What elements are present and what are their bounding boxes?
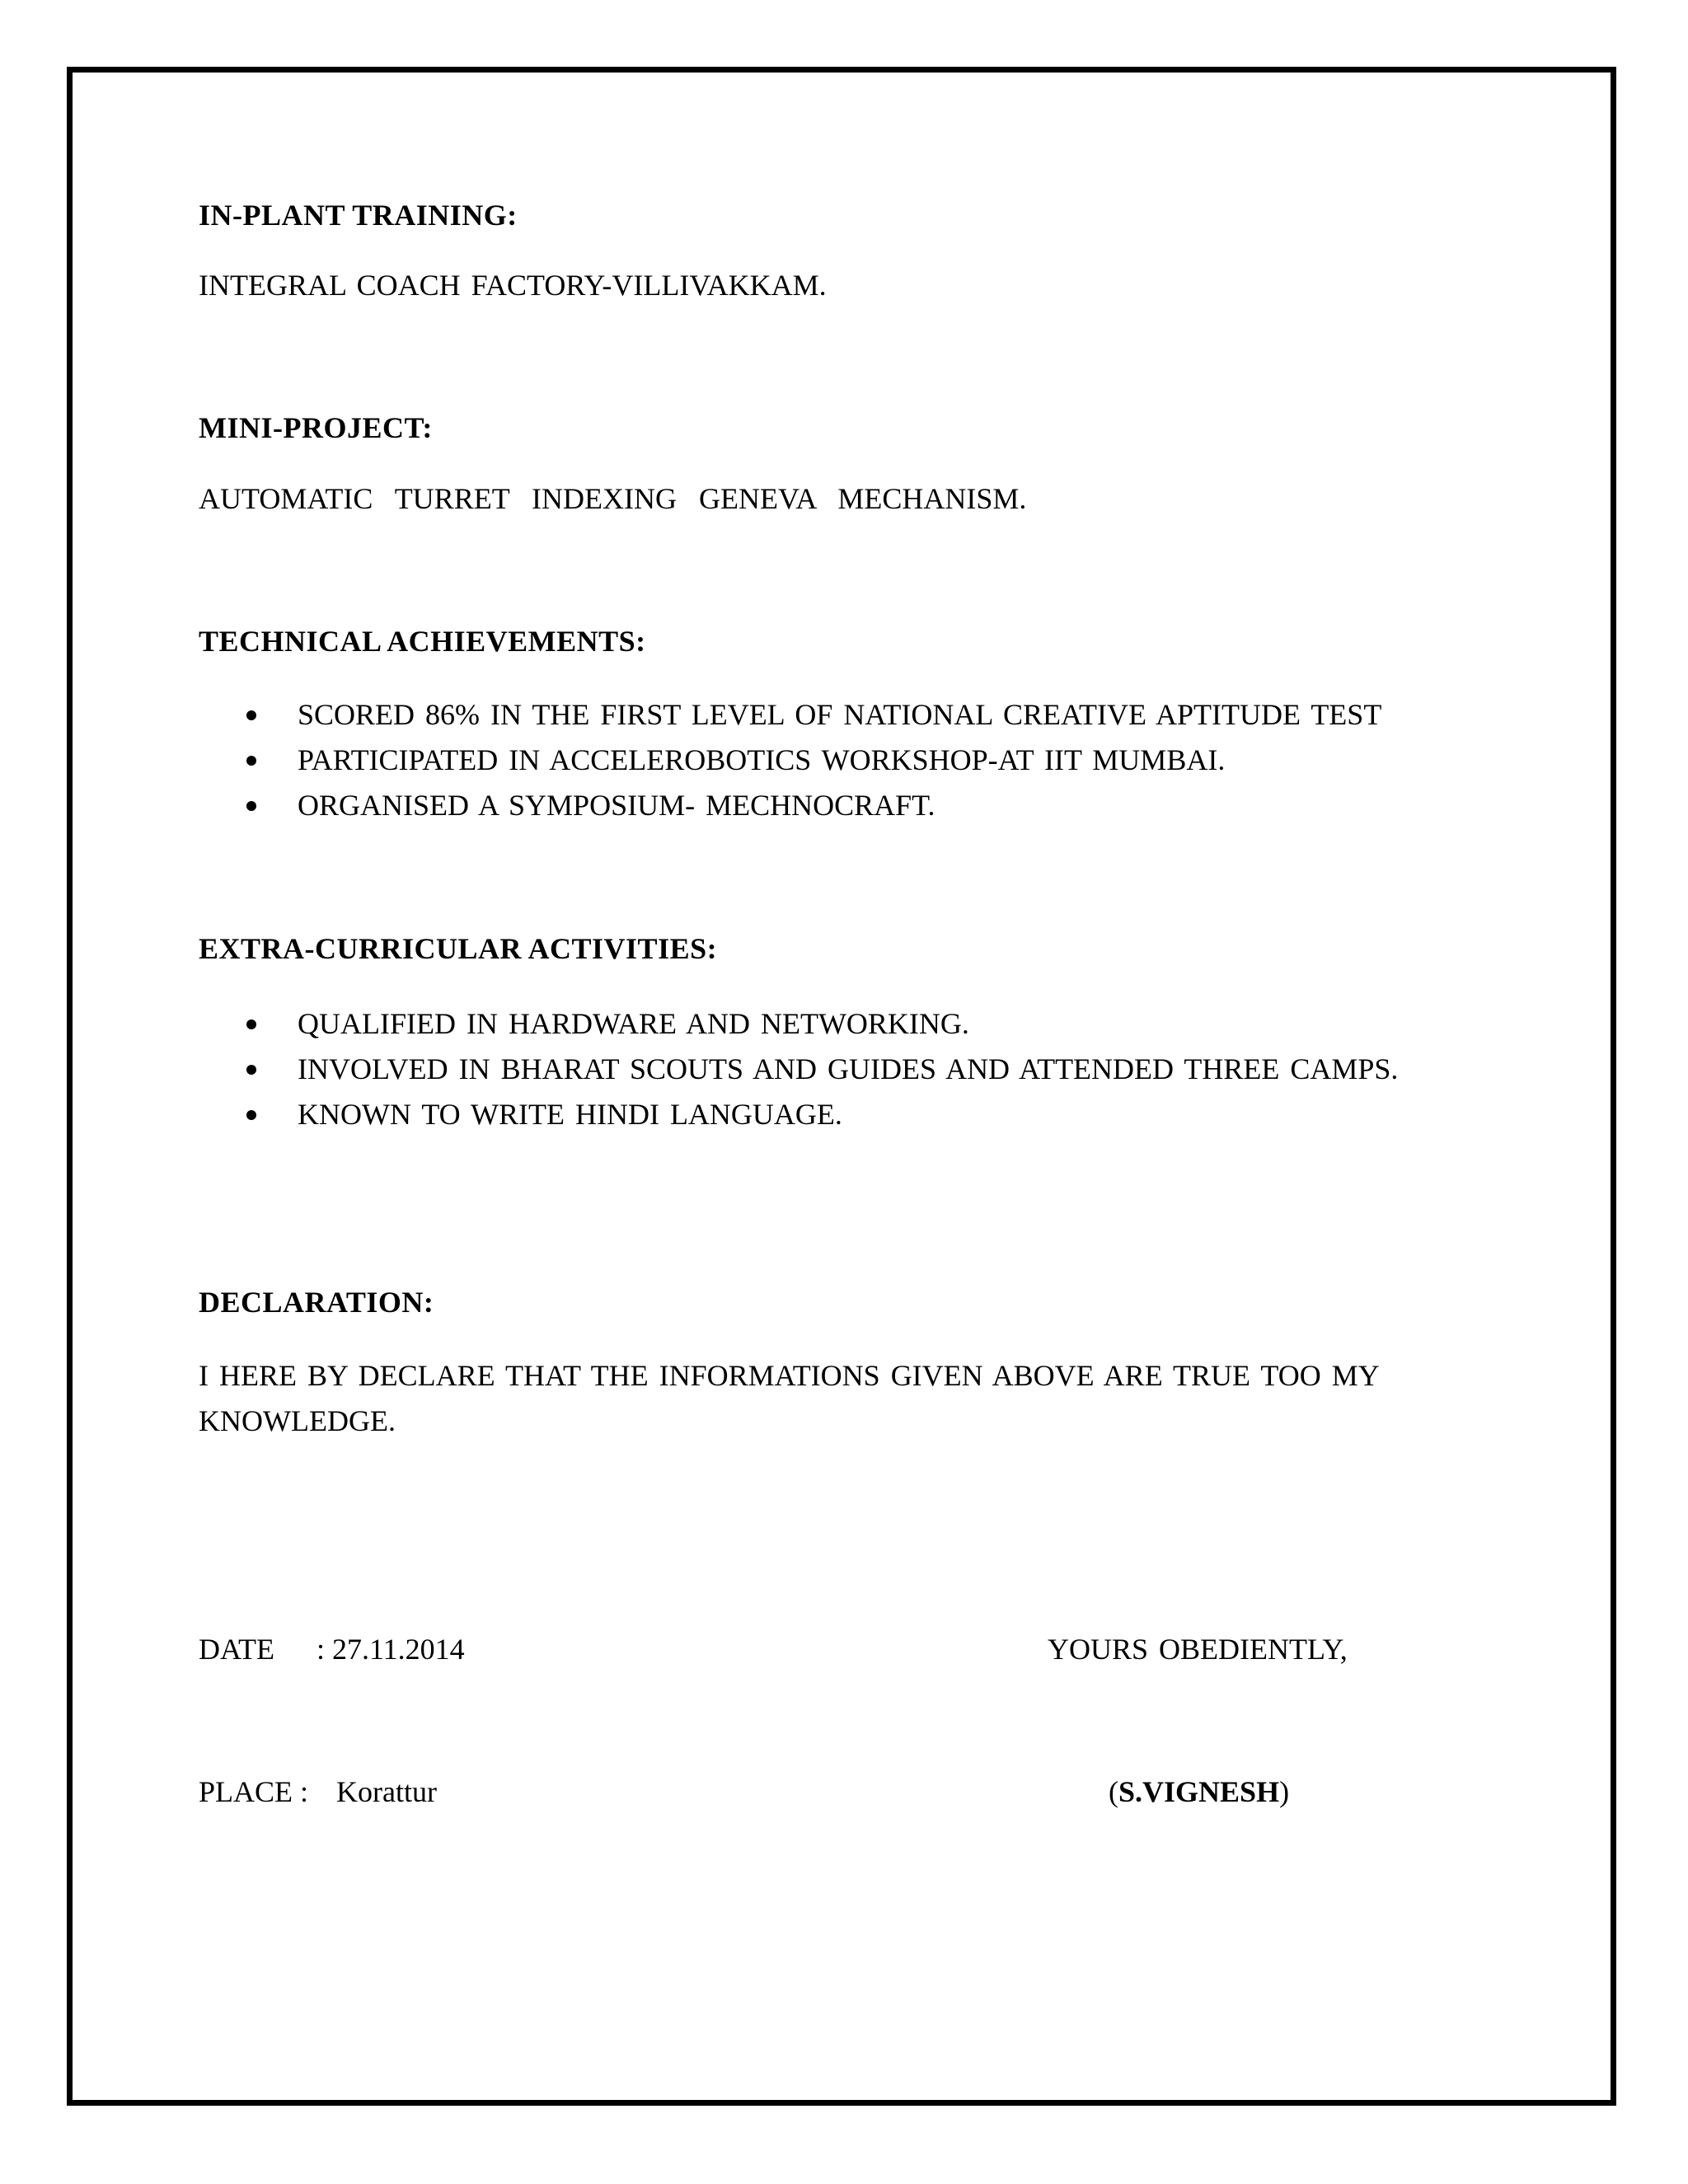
bullet-icon — [246, 1065, 256, 1075]
date-value: : 27.11.2014 — [316, 1633, 465, 1666]
bullet-icon — [246, 1019, 256, 1029]
list-item — [199, 692, 1501, 738]
signature-paren-close: ) — [1279, 1775, 1290, 1808]
list-item — [199, 1001, 1501, 1047]
list-item-text: QUALIFIED IN HARDWARE AND NETWORKING. — [298, 1007, 969, 1040]
place-label: PLACE : — [199, 1775, 309, 1808]
signature-name-text: S.VIGNESH — [1118, 1775, 1280, 1808]
list-item-text: PARTICIPATED IN ACCELEROBOTICS WORKSHOP-AT IIT MUMBAI. — [298, 743, 1226, 776]
date-label: DATE — [199, 1633, 274, 1666]
bullet-icon — [246, 1110, 256, 1120]
place-value: Korattur — [336, 1775, 437, 1808]
bullet-icon — [246, 756, 256, 766]
signature-name — [1109, 1774, 1289, 1809]
technical-list — [199, 692, 1501, 828]
signature-paren-open: ( — [1109, 1775, 1118, 1808]
inplant-text: INTEGRAL COACH FACTORY-VILLIVAKKAM. — [199, 269, 827, 302]
extra-heading: EXTRA-CURRICULAR ACTIVITIES: — [199, 932, 718, 965]
declaration-heading: DECLARATION: — [199, 1286, 434, 1319]
inplant-heading: IN-PLANT TRAINING: — [199, 199, 518, 232]
extra-list — [199, 1001, 1501, 1137]
list-item-text: INVOLVED IN BHARAT SCOUTS AND GUIDES AND ATTENDED THREE CAMPS. — [298, 1052, 1399, 1085]
list-item-text: KNOWN TO WRITE HINDI LANGUAGE. — [298, 1098, 842, 1131]
mini-project-text: AUTOMATIC TURRET INDEXING GENEVA MECHANISM. — [199, 482, 1027, 515]
bullet-icon — [246, 710, 256, 720]
list-item — [199, 738, 1501, 783]
list-item-text: ORGANISED A SYMPOSIUM- MECHNOCRAFT. — [298, 789, 935, 822]
list-item — [199, 1092, 1501, 1137]
declaration-text: I HERE BY DECLARE THAT THE INFORMATIONS GIVEN ABOVE ARE TRUE TOO MY KNOWLEDGE. — [199, 1359, 1379, 1437]
closing-text: YOURS OBEDIENTLY, — [1048, 1633, 1348, 1666]
technical-heading: TECHNICAL ACHIEVEMENTS: — [199, 625, 646, 658]
bullet-icon — [246, 801, 256, 811]
list-item-text: SCORED 86% IN THE FIRST LEVEL OF NATIONAL CREATIVE APTITUDE TEST — [298, 698, 1382, 731]
list-item — [199, 1047, 1501, 1092]
mini-project-heading: MINI-PROJECT: — [199, 411, 433, 444]
list-item — [199, 783, 1501, 828]
